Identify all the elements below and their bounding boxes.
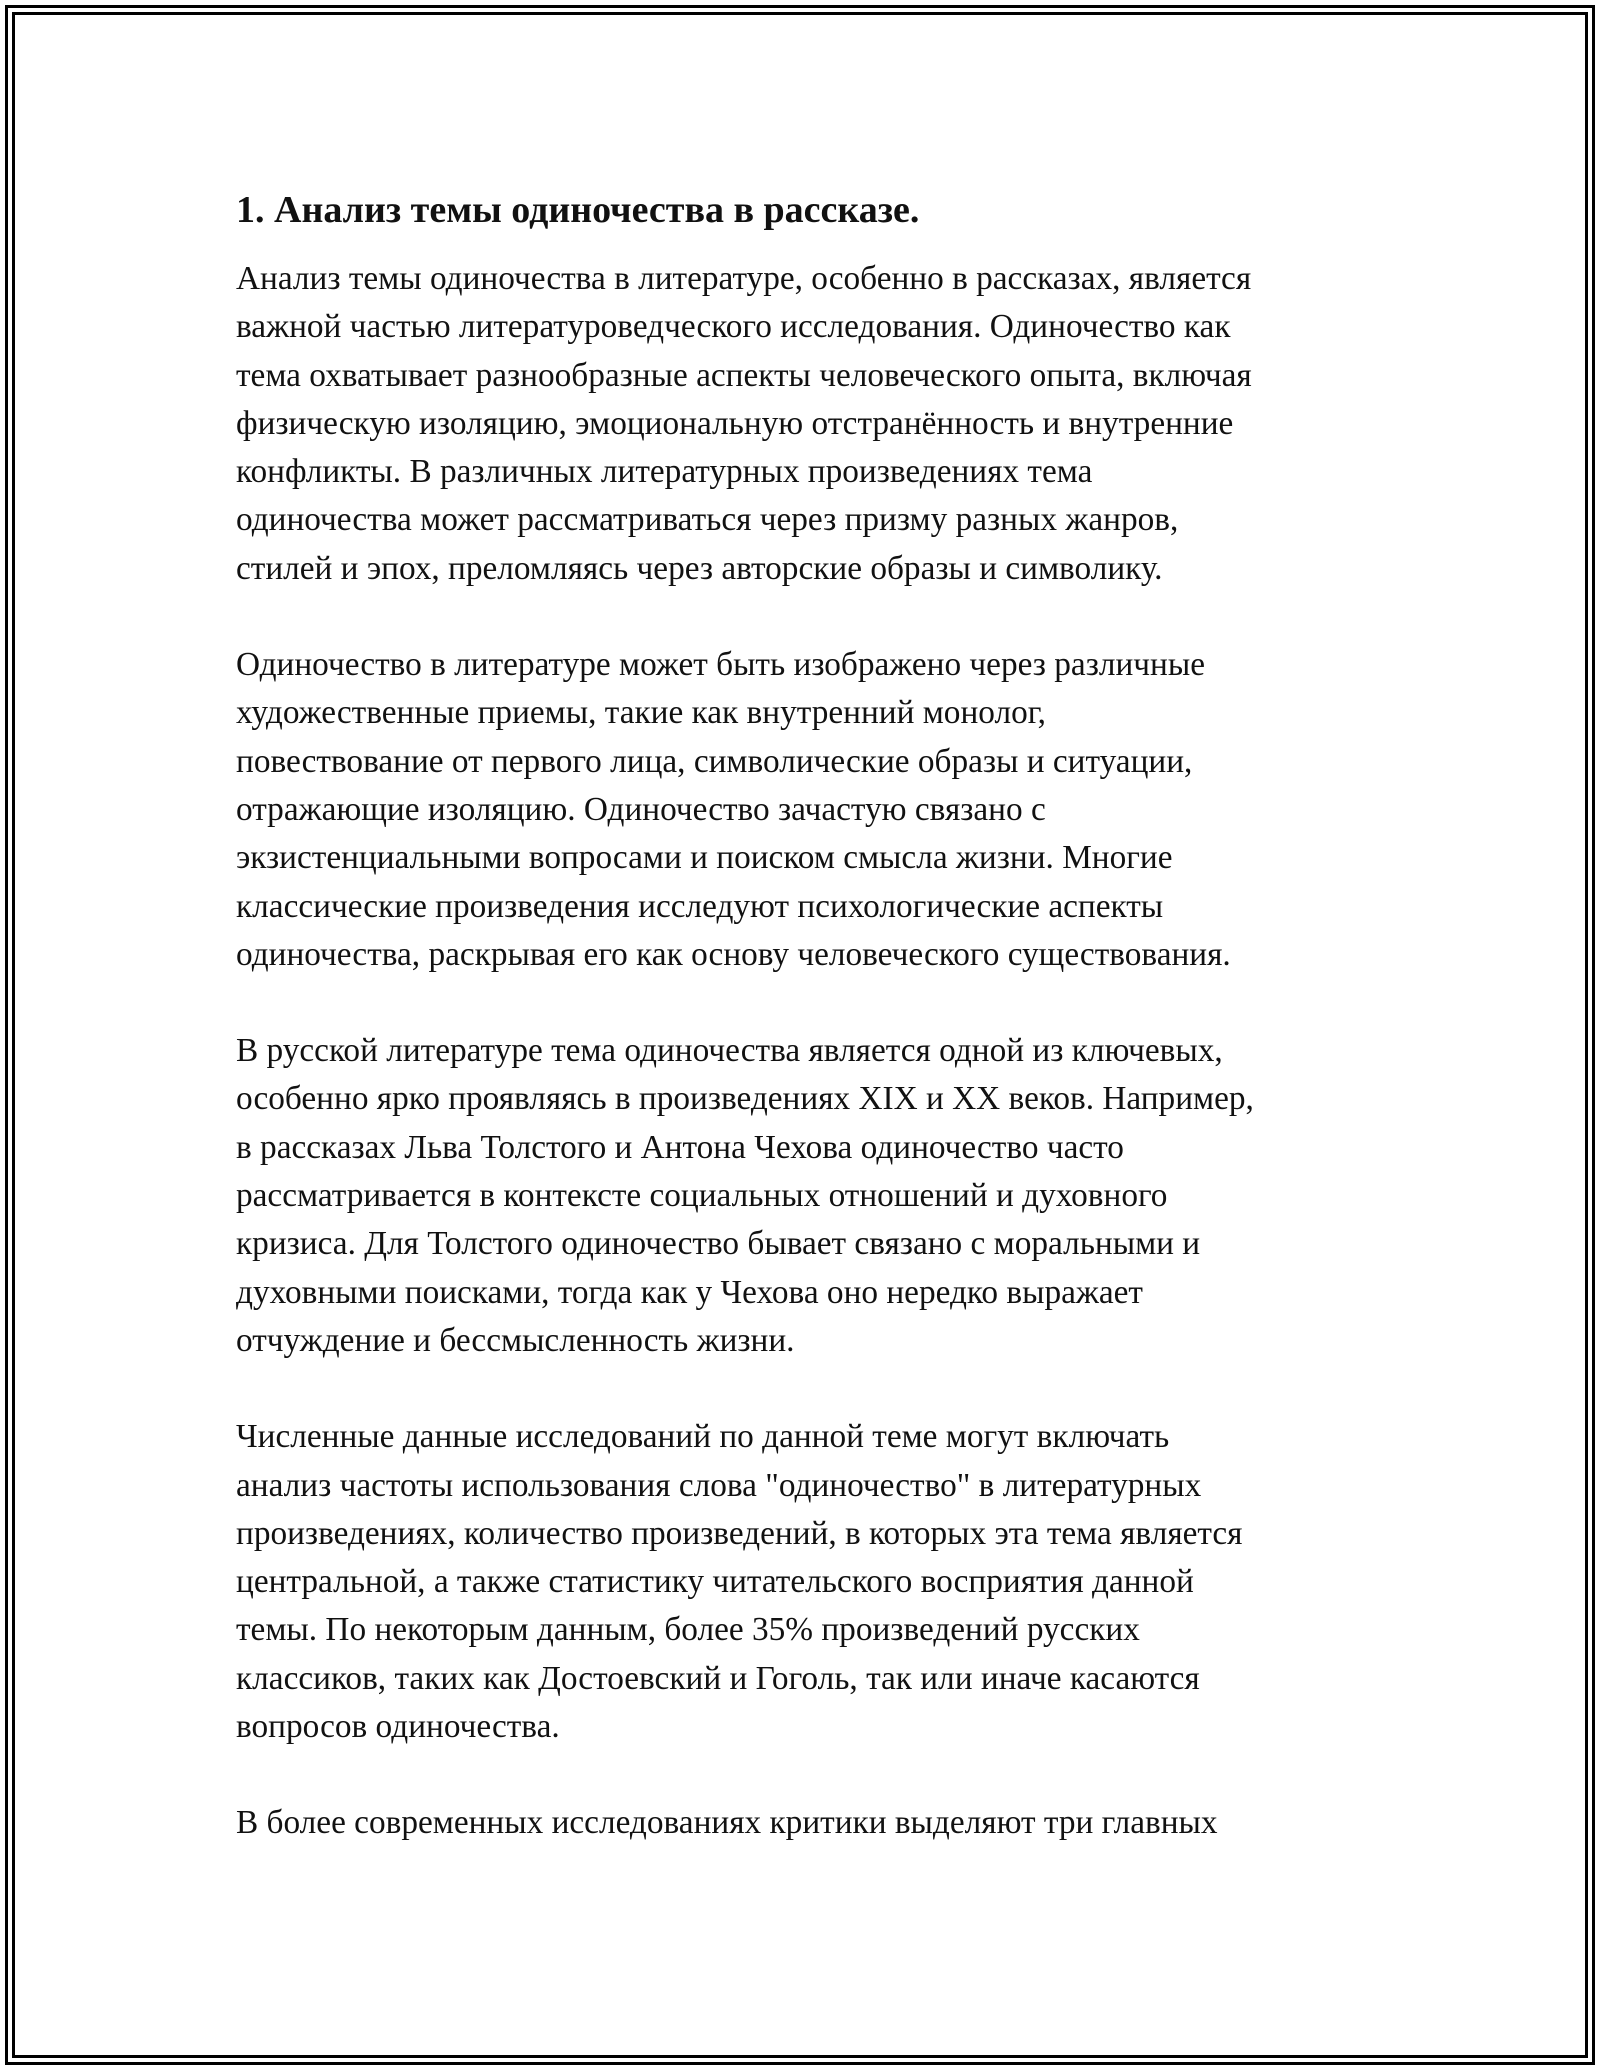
text-line: вопросов одиночества. [236,1708,560,1746]
text-line: особенно ярко проявляясь в произведениях XIX и XX веков. Например, [236,1080,1254,1118]
text-line: рассматривается в контексте социальных отношений и духовного [236,1177,1168,1215]
text-line: отчуждение и бессмысленность жизни. [236,1321,795,1359]
text-line: центральной, а также статистику читательского восприятия данной [236,1563,1194,1601]
paragraph-list [236,255,1366,1848]
paragraph [236,1027,1366,1365]
text-line: в рассказах Льва Толстого и Антона Чехова одиночество часто [236,1128,1124,1166]
text-line: классические произведения исследуют психологические аспекты [236,887,1164,925]
document-body [236,185,1366,1896]
text-line: произведениях, количество произведений, в которых эта тема является [236,1514,1243,1552]
paragraph [236,1413,1366,1751]
text-line: тема охватывает разнообразные аспекты человеческого опыта, включая [236,356,1252,394]
text-line: физическую изоляцию, эмоциональную отстранённость и внутренние [236,404,1234,442]
paragraph [236,1799,1366,1847]
text-line: стилей и эпох, преломляясь через авторские образы и символику. [236,549,1163,587]
text-line: В более современных исследованиях критики выделяют три главных [236,1804,1218,1842]
text-line: духовными поисками, тогда как у Чехова оно нередко выражает [236,1273,1143,1311]
text-line: кризиса. Для Толстого одиночество бывает связано с моральными и [236,1225,1201,1263]
text-line: Одиночество в литературе может быть изображено через различные [236,646,1205,684]
text-line: В русской литературе тема одиночества является одной из ключевых, [236,1032,1223,1070]
text-line: отражающие изоляцию. Одиночество зачастую связано с [236,790,1046,828]
text-line: темы. По некоторым данным, более 35% произведений русских [236,1611,1140,1649]
text-line: одиночества, раскрывая его как основу человеческого существования. [236,935,1231,973]
text-line: классиков, таких как Достоевский и Гоголь, так или иначе касаются [236,1659,1200,1697]
paragraph [236,255,1366,593]
text-line: одиночества может рассматриваться через призму разных жанров, [236,501,1179,539]
text-line: повествование от первого лица, символические образы и ситуации, [236,742,1193,780]
section-heading: 1. Анализ темы одиночества в рассказе. [236,189,920,231]
text-line: конфликты. В различных литературных произведениях тема [236,453,1093,491]
text-line: Численные данные исследований по данной теме могут включать [236,1418,1170,1456]
text-line: Анализ темы одиночества в литературе, особенно в рассказах, является [236,260,1252,297]
text-line: важной частью литературоведческого исследования. Одиночество как [236,308,1231,346]
text-line: экзистенциальными вопросами и поиском смысла жизни. Многие [236,839,1173,877]
paragraph [236,641,1366,979]
text-line: художественные приемы, такие как внутренний монолог, [236,694,1046,732]
text-line: анализ частоты использования слова "одиночество" в литературных [236,1466,1202,1504]
